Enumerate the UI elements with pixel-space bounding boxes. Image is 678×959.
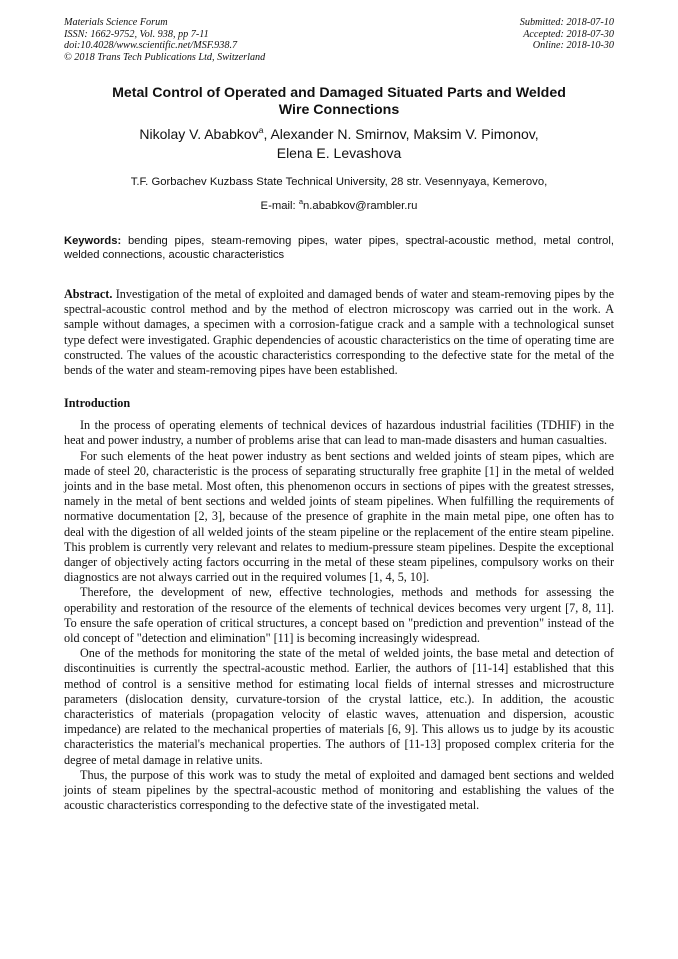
online-date: Online: 2018-10-30 (532, 40, 614, 52)
body-paragraph: In the process of operating elements of technical devices of hazardous industrial facilities (TDHIF) in the heat and power industry, a number of problems arise that can lead to man-made disasters and human casualties. (64, 418, 614, 448)
abstract-text: Investigation of the metal of exploited and damaged bends of water and steam-removing pipes by the spectral-acoustic control method and by the method of electron microscopy was carried out in the work. A sample without damages, a specimen with a corrosion-fatigue crack and a sample with a technological sunset type defect were investigated. Graphic dependencies of acoustic characteristics on the time of operating time are constructed. The values of the acoustic characteristics corresponding to the defective state for the metal of the bends of the water and steam-removing pipes have been established. (64, 287, 614, 378)
body-paragraph: One of the methods for monitoring the state of the metal of welded joints, the base metal and detection of discontinuities is currently the spectral-acoustic method. Earlier, the authors of [11-14] established that this method of control is a sensitive method for estimating local fields of internal stresses and microstructure parameters (dislocation density, curvature-torsion of the crystal lattice, etc.). In addition, the acoustic characteristics of materials (propagation velocity of elastic waves, attenuation and dispersion, acoustic impedance) are related to the mechanical properties of materials [6, 9]. This allows us to judge by its acoustic characteristics the material's mechanical properties. The authors of [11-13] proposed complex criteria for the degree of metal damage in relative units. (64, 646, 614, 767)
journal-info (64, 17, 265, 63)
author-names: , Alexander N. Smirnov, Maksim V. Pimonov, (263, 126, 539, 142)
authors-line-1 (64, 125, 614, 144)
section-heading-introduction: Introduction (64, 396, 131, 411)
authors-line-2: Elena E. Levashova (276, 145, 402, 161)
submitted-date: Submitted: 2018-07-10 (519, 17, 614, 28)
body-paragraph: For such elements of the heat power industry as bent sections and welded joints of steam pipes, which are made of steel 20, characteristic is the process of separating structurally free graphite [1] in the metal of welded joints and in the base metal. Most often, this phenomenon occurs in sections of pipes with the greatest stresses, namely in the metal of bent sections and welded joints of steam pipelines. When fulfilling the requirements of normative documentation [2, 3], because of the presence of graphite in the main metal pipe, one often has to deal with the digestion of all welded joints of the steam pipeline or the replacement of the entire steam pipeline. This problem is currently very relevant and relates to medium-pressure steam pipelines. Despite the exceptional danger of objectively acting factors occurring in the metal of these steam pipelines, compulsory works on their diagnostics are not always carried out in the required volumes [1, 4, 5, 10]. (64, 448, 614, 585)
copyright-line: © 2018 Trans Tech Publications Ltd, Switzerland (64, 51, 266, 63)
body-paragraph: Therefore, the development of new, effective technologies, methods and methods for assessing the operability and restoration of the resource of the elements of technical devices becomes very urgent [7, 8, 11]. To ensure the safe operation of critical structures, a concept based on "prediction and prevention" instead of the old concept of "detection and elimination" [11] is becoming increasingly widespread. (64, 585, 614, 646)
author-name: Nikolay V. Ababkov (139, 126, 259, 142)
email-label: E-mail: (260, 200, 299, 212)
keywords-label: Keywords: (64, 235, 122, 247)
paper-page (64, 17, 614, 814)
email-affiliation-mark: a (298, 197, 303, 206)
introduction-body (64, 418, 614, 813)
paper-title (64, 85, 614, 119)
publication-dates (520, 17, 614, 52)
keywords (64, 234, 614, 262)
title-line: Wire Connections (278, 102, 400, 118)
journal-header (64, 17, 614, 65)
journal-name: Materials Science Forum (64, 17, 168, 28)
author-list (64, 125, 614, 163)
author-affiliation-mark: a (258, 125, 264, 135)
title-line: Metal Control of Operated and Damaged Situated Parts and Welded (112, 85, 566, 101)
abstract-label: Abstract. (64, 287, 113, 301)
email-line (64, 199, 614, 213)
accepted-date: Accepted: 2018-07-30 (523, 28, 614, 40)
issn-line: ISSN: 1662-9752, Vol. 938, pp 7-11 (64, 28, 209, 40)
doi-line: doi:10.4028/www.scientific.net/MSF.938.7 (64, 40, 238, 52)
email-address[interactable]: n.ababkov@rambler.ru (303, 200, 418, 212)
keywords-text: bending pipes, steam-removing pipes, water pipes, spectral-acoustic method, metal control, welded connections, acoustic characteristics (64, 235, 614, 261)
abstract (64, 287, 614, 378)
body-paragraph: Thus, the purpose of this work was to study the metal of exploited and damaged bent sections and welded joints of steam pipelines by the spectral-acoustic method of monitoring and establishing the values of the acoustic characteristics corresponding to the defective state of the investigated metal. (64, 767, 614, 813)
affiliation: T.F. Gorbachev Kuzbass State Technical University, 28 str. Vesennyaya, Kemerovo, (130, 176, 548, 188)
